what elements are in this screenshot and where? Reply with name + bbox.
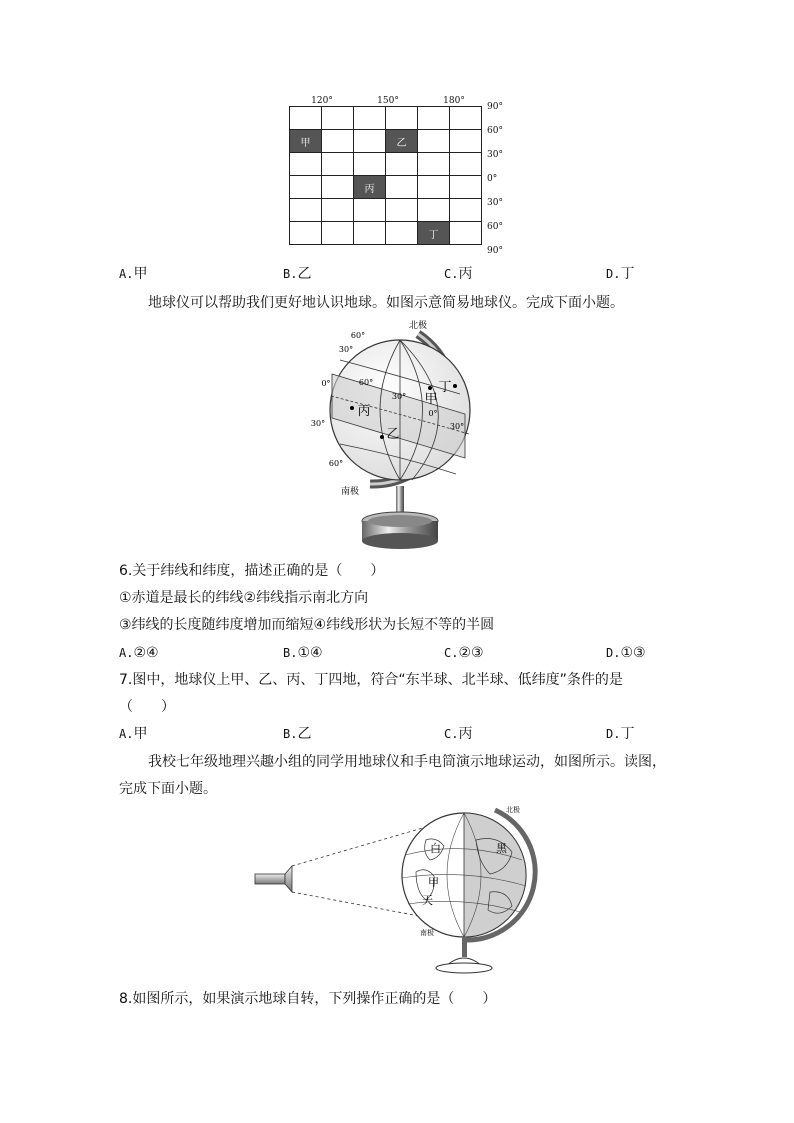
grid-right-tick: 0° bbox=[487, 174, 498, 184]
intro-paragraph-1: 地球仪可以帮助我们更好地认识地球。如图示意简易地球仪。完成下面小题。 bbox=[148, 295, 624, 311]
flashlight-label: 甲 bbox=[428, 876, 439, 889]
grid-right-tick: 60° bbox=[487, 222, 503, 232]
q6-statement-1: ①赤道是最长的纬线②纬线指示南北方向 bbox=[119, 590, 369, 606]
q6-stem: 6.关于纬线和纬度，描述正确的是（ ） bbox=[119, 563, 385, 579]
grid-table bbox=[289, 106, 482, 245]
globe-south-pole-label: 南极 bbox=[340, 487, 360, 497]
globe-inner-label: 0° bbox=[428, 409, 438, 418]
grid-right-tick: 30° bbox=[487, 150, 503, 160]
q6-option-c[interactable]: C.②③ bbox=[444, 645, 484, 661]
grid-cell-ding: 丁 bbox=[418, 222, 450, 245]
q8-stem: 8.如图所示，如果演示地球自转，下列操作正确的是（ ） bbox=[119, 991, 497, 1007]
q7-option-c[interactable]: C.丙 bbox=[444, 726, 473, 742]
globe-figure bbox=[300, 316, 500, 554]
globe-lat-label: 60° bbox=[328, 459, 344, 468]
flashlight-day-label: 白 bbox=[430, 842, 441, 855]
globe-lat-label: 30° bbox=[338, 345, 354, 354]
q7-option-d[interactable]: D.丁 bbox=[606, 726, 635, 742]
q7-stem: 7.图中，地球仪上甲、乙、丙、丁四地，符合“东半球、北半球、低纬度”条件的是 bbox=[119, 672, 623, 688]
grid-cell-jia: 甲 bbox=[290, 130, 322, 153]
grid-right-tick: 30° bbox=[487, 198, 503, 208]
q5-option-d[interactable]: D.丁 bbox=[606, 266, 635, 282]
q7-answer-paren: （ ） bbox=[119, 699, 175, 715]
q6-option-b[interactable]: B.①④ bbox=[283, 645, 323, 661]
q7-option-a[interactable]: A.甲 bbox=[119, 726, 148, 742]
q5-option-a[interactable]: A.甲 bbox=[119, 266, 148, 282]
q5-option-c[interactable]: C.丙 bbox=[444, 266, 473, 282]
intro-paragraph-2-cont: 完成下面小题。 bbox=[119, 781, 217, 797]
globe-point-yi: 乙 bbox=[386, 427, 400, 442]
grid-cell-yi: 乙 bbox=[386, 130, 418, 153]
q7-option-b[interactable]: B.乙 bbox=[283, 726, 312, 742]
flashlight-globe-figure bbox=[250, 800, 550, 980]
globe-inner-label: 30° bbox=[391, 392, 407, 401]
grid-top-tick: 180° bbox=[443, 96, 465, 106]
globe-lat-label: 60° bbox=[350, 331, 366, 340]
globe-point-jia: 甲 bbox=[424, 392, 438, 407]
q6-statement-2: ③纬线的长度随纬度增加而缩短④纬线形状为长短不等的半圆 bbox=[119, 617, 495, 633]
globe-north-pole-label: 北极 bbox=[408, 321, 428, 331]
globe-inner-label: 60° bbox=[358, 378, 374, 387]
grid-top-tick: 150° bbox=[377, 96, 399, 106]
globe-inner-label: 30° bbox=[449, 422, 465, 431]
grid-right-tick: 60° bbox=[487, 126, 503, 136]
q5-option-b[interactable]: B.乙 bbox=[283, 266, 312, 282]
flashlight-north-pole-label: 北极 bbox=[506, 806, 520, 814]
flashlight-night-label: 黑 bbox=[496, 842, 507, 855]
grid-right-tick: 90° bbox=[487, 246, 503, 256]
grid-right-tick: 90° bbox=[487, 102, 503, 112]
globe-point-ding: 丁 bbox=[438, 380, 452, 395]
globe-lat-label: 30° bbox=[310, 419, 326, 428]
flashlight-south-pole-label: 南极 bbox=[420, 929, 434, 937]
lat-lon-grid-figure bbox=[289, 96, 519, 256]
flashlight-label: 天 bbox=[422, 894, 433, 907]
q6-option-d[interactable]: D.①③ bbox=[606, 645, 646, 661]
q6-option-a[interactable]: A.②④ bbox=[119, 645, 159, 661]
intro-paragraph-2: 我校七年级地理兴趣小组的同学用地球仪和手电筒演示地球运动，如图所示。读图， bbox=[148, 754, 666, 770]
globe-point-bing: 丙 bbox=[357, 404, 371, 419]
globe-lat-label: 0° bbox=[321, 379, 331, 388]
grid-top-tick: 120° bbox=[311, 96, 333, 106]
grid-cell-bing: 丙 bbox=[354, 176, 386, 199]
